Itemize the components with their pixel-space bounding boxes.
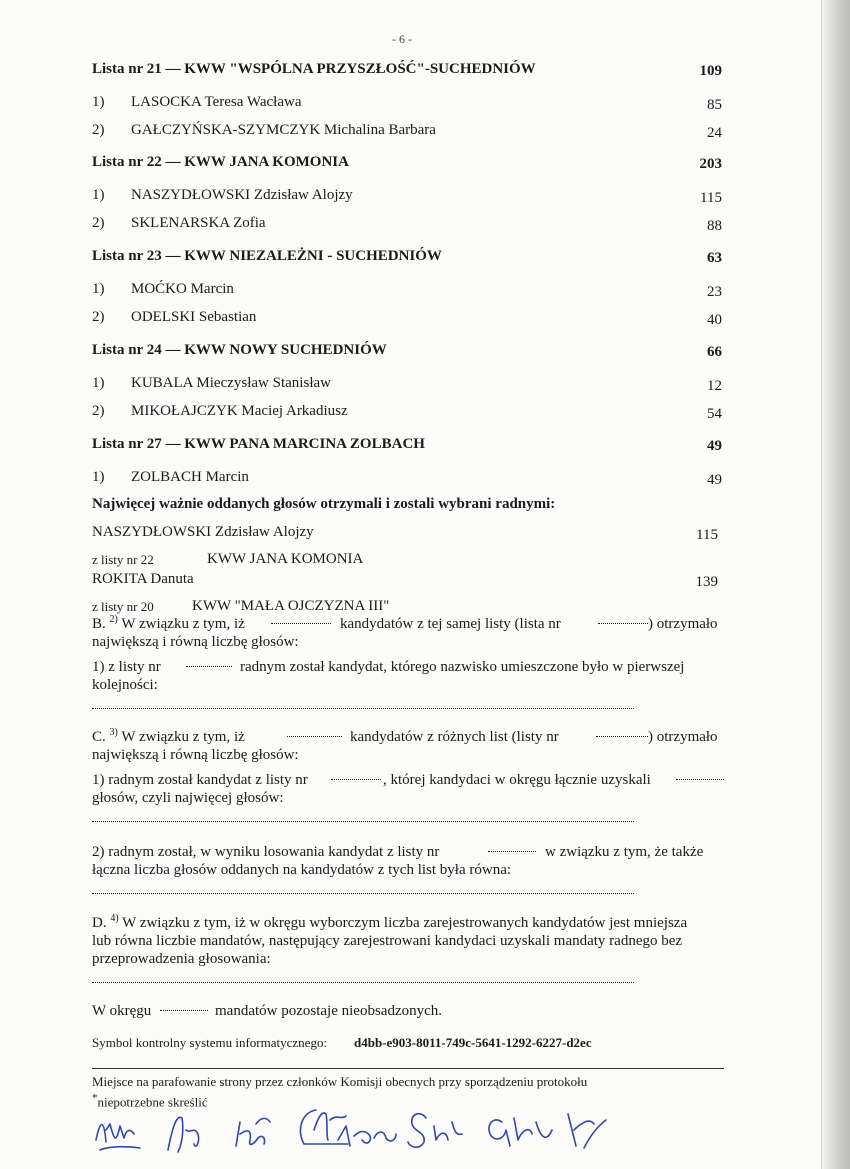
footer-initials-note: Miejsce na parafowanie strony przez członków Komisji obecnych przy sporządzeniu protokołu <box>92 1074 588 1089</box>
section-b-text-c: ) otrzymało <box>648 616 718 632</box>
footnote-star: * <box>92 1092 98 1104</box>
list-total-votes: 109 <box>699 63 722 79</box>
section-c-item2-answer-line[interactable] <box>92 885 634 894</box>
candidate-name: NASZYDŁOWSKI Zdzisław Alojzy <box>131 187 353 203</box>
signature-4 <box>300 1110 348 1144</box>
section-c-text-c: ) otrzymało <box>648 729 718 745</box>
section-b-letter: B. <box>92 616 106 632</box>
candidate-number: 1) <box>92 187 105 203</box>
section-d-line2: lub równa liczbie mandatów, następujący zarejestrowani kandydaci uzyskali mandaty radnego bez <box>92 933 683 949</box>
list-header: Lista nr 27 — KWW PANA MARCINA ZOLBACH <box>92 436 425 452</box>
section-c-item1-votes-field[interactable] <box>676 771 724 780</box>
list-header: Lista nr 24 — KWW NOWY SUCHEDNIÓW <box>92 342 387 358</box>
signature-7 <box>489 1118 552 1146</box>
section-c-text-a: W związku z tym, iż <box>121 729 245 745</box>
signature-3 <box>236 1118 270 1146</box>
section-c-item1-answer-line[interactable] <box>92 813 634 822</box>
section-b-line1 <box>92 615 245 633</box>
section-b-text-a: W związku z tym, iż <box>121 616 245 632</box>
footer-divider <box>92 1068 724 1069</box>
list-header: Lista nr 22 — KWW JANA KOMONIA <box>92 154 349 170</box>
section-d-line1 <box>92 914 687 932</box>
candidate-votes: 115 <box>700 190 722 206</box>
section-c-letter: C. <box>92 729 106 745</box>
section-d-answer-line[interactable] <box>92 974 634 983</box>
signatures-area <box>90 1100 650 1162</box>
candidate-number: 2) <box>92 215 105 231</box>
list-total-votes: 49 <box>707 438 722 454</box>
elected-votes-1: 115 <box>696 527 718 543</box>
section-c-item1-a: 1) radnym został kandydat z listy nr <box>92 772 308 788</box>
candidate-votes: 24 <box>707 125 722 141</box>
elected-list-2: z listy nr 20 <box>92 599 154 614</box>
elected-heading: Najwięcej ważnie oddanych głosów otrzymali i zostali wybrani radnymi: <box>92 496 556 512</box>
candidate-name: KUBALA Mieczysław Stanisław <box>131 375 331 391</box>
elected-committee-1: KWW JANA KOMONIA <box>207 551 364 567</box>
section-d-line3: przeprowadzenia głosowania: <box>92 951 271 967</box>
candidate-number: 1) <box>92 469 105 485</box>
section-c-lists-field[interactable] <box>596 728 648 737</box>
section-c-count-field[interactable] <box>287 728 342 737</box>
section-b-list-field[interactable] <box>598 615 648 624</box>
section-d-footnote: 4) <box>110 913 119 924</box>
section-c-footnote: 3) <box>109 727 118 738</box>
section-c-item1-c: głosów, czyli najwięcej głosów: <box>92 790 284 806</box>
section-c-item2-a: 2) radnym został, w wyniku losowania kandydat z listy nr <box>92 844 440 860</box>
vacant-count-field[interactable] <box>160 1002 208 1011</box>
section-b-count-field[interactable] <box>271 615 331 624</box>
candidate-number: 2) <box>92 122 105 138</box>
candidate-votes: 12 <box>707 378 722 394</box>
signature-2 <box>168 1117 199 1152</box>
section-c-item2-c: łączna liczba głosów oddanych na kandydatów z tych list była równa: <box>92 862 512 878</box>
candidate-number: 2) <box>92 403 105 419</box>
elected-votes-2: 139 <box>695 574 718 590</box>
section-b-text-b: kandydatów z tej samej listy (lista nr <box>340 616 561 632</box>
list-total-votes: 63 <box>707 250 722 266</box>
candidate-name: ODELSKI Sebastian <box>131 309 257 325</box>
section-b-item1-a: 1) z listy nr <box>92 659 161 675</box>
candidate-number: 1) <box>92 375 105 391</box>
scan-edge-line <box>821 0 822 1169</box>
signature-6 <box>408 1114 462 1148</box>
elected-name-2: ROKITA Danuta <box>92 571 194 587</box>
elected-committee-2: KWW "MAŁA OJCZYZNA III" <box>192 598 390 614</box>
section-c-item1-list-field[interactable] <box>331 771 381 780</box>
list-header: Lista nr 23 — KWW NIEZALEŻNI - SUCHEDNIÓW <box>92 248 442 264</box>
signature-1 <box>96 1124 140 1150</box>
footer-strike-text: niepotrzebne skreślić <box>97 1094 208 1110</box>
section-b-item1-c: kolejności: <box>92 677 158 693</box>
section-d-text-1: W związku z tym, iż w okręgu wyborczym liczba zarejestrowanych kandydatów jest mniejsza <box>122 915 688 931</box>
control-symbol-label: Symbol kontrolny systemu informatycznego: <box>92 1035 328 1050</box>
section-c-text-b: kandydatów z różnych list (listy nr <box>350 729 559 745</box>
candidate-votes: 23 <box>707 284 722 300</box>
section-c-item1-b: , której kandydaci w okręgu łącznie uzyskali <box>383 772 651 788</box>
list-header: Lista nr 21 — KWW "WSPÓLNA PRZYSZŁOŚĆ"-SUCHEDNIÓW <box>92 61 536 77</box>
vacant-text-a: W okręgu <box>92 1003 152 1019</box>
candidate-votes: 40 <box>707 312 722 328</box>
candidate-votes: 49 <box>707 472 722 488</box>
section-c-item2-b: w związku z tym, że także <box>545 844 704 860</box>
candidate-votes: 54 <box>707 406 722 422</box>
candidate-number: 1) <box>92 281 105 297</box>
list-total-votes: 66 <box>707 344 722 360</box>
page-number: - 6 - <box>392 32 412 46</box>
candidate-name: GAŁCZYŃSKA-SZYMCZYK Michalina Barbara <box>131 122 436 138</box>
section-b-footnote: 2) <box>109 614 118 625</box>
section-c-line2: największą i równą liczbę głosów: <box>92 747 299 763</box>
section-d-letter: D. <box>92 915 107 931</box>
candidate-number: 1) <box>92 94 105 110</box>
candidate-name: MOĆKO Marcin <box>131 281 234 297</box>
section-b-item1-b: radnym został kandydat, którego nazwisko umieszczone było w pierwszej <box>240 659 685 675</box>
list-total-votes: 203 <box>699 156 722 172</box>
signature-5 <box>338 1126 396 1146</box>
candidate-votes: 85 <box>707 97 722 113</box>
candidate-name: SKLENARSKA Zofia <box>131 215 266 231</box>
vacant-text-b: mandatów pozostaje nieobsadzonych. <box>215 1003 443 1019</box>
elected-name-1: NASZYDŁOWSKI Zdzisław Alojzy <box>92 524 314 540</box>
section-b-item1-field[interactable] <box>186 658 232 667</box>
candidate-name: ZOLBACH Marcin <box>131 469 249 485</box>
elected-list-1: z listy nr 22 <box>92 552 154 567</box>
control-symbol-value: d4bb-e903-8011-749c-5641-1292-6227-d2ec <box>354 1035 592 1050</box>
section-b-line2: największą i równą liczbę głosów: <box>92 634 299 650</box>
candidate-votes: 88 <box>707 218 722 234</box>
section-c-item2-list-field[interactable] <box>488 843 536 852</box>
section-b-answer-line[interactable] <box>92 700 634 709</box>
signature-8 <box>568 1114 606 1148</box>
section-c-line1 <box>92 728 245 746</box>
candidate-name: MIKOŁAJCZYK Maciej Arkadiusz <box>131 403 348 419</box>
candidate-number: 2) <box>92 309 105 325</box>
candidate-name: LASOCKA Teresa Wacława <box>131 94 302 110</box>
scan-edge <box>822 0 850 1169</box>
